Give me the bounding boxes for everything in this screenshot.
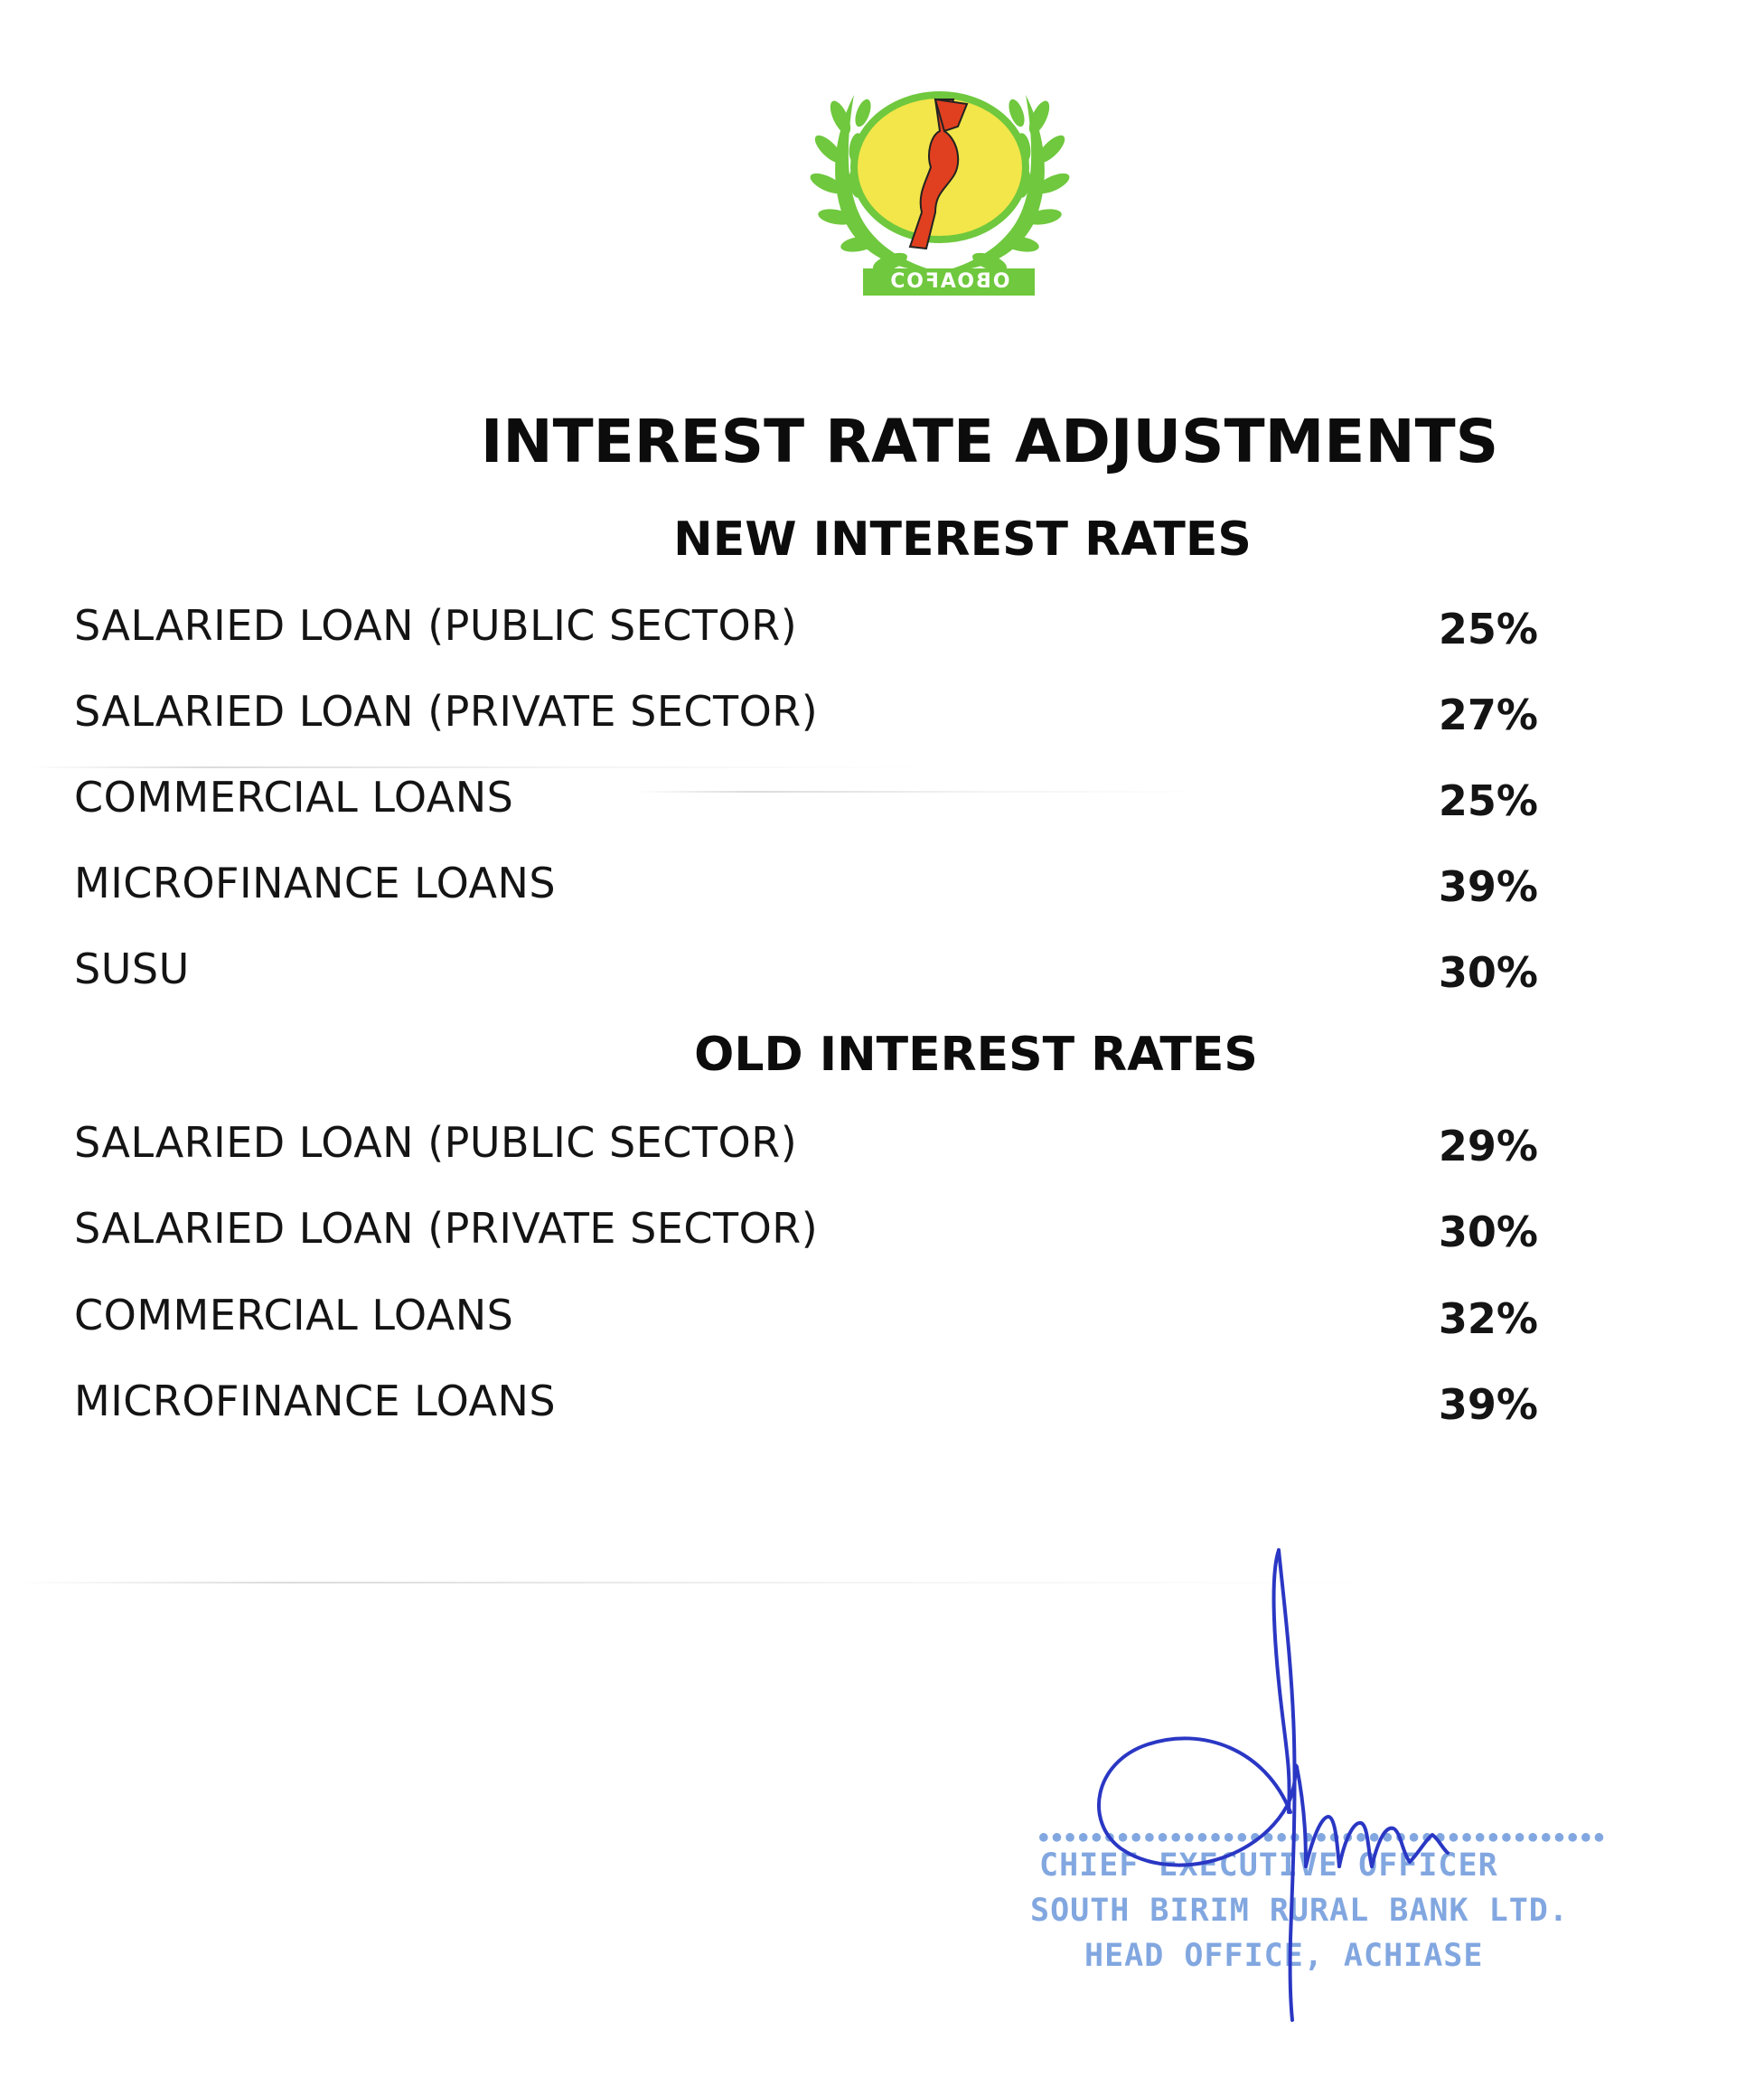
rate-label: COMMERCIAL LOANS: [74, 1291, 514, 1339]
rate-value: 29%: [1438, 1122, 1538, 1170]
rate-label: COMMERCIAL LOANS: [74, 773, 514, 822]
rate-label: SALARIED LOAN (PRIVATE SECTOR): [74, 1204, 819, 1253]
rate-value: 30%: [1438, 948, 1538, 997]
rate-row: [74, 859, 1538, 922]
rate-row: [74, 773, 1538, 836]
rate-label: SALARIED LOAN (PUBLIC SECTOR): [74, 1118, 798, 1167]
rate-row: [74, 1291, 1538, 1354]
rate-value: 32%: [1438, 1294, 1538, 1343]
rate-label: SALARIED LOAN (PRIVATE SECTOR): [74, 687, 819, 736]
new-rates-heading: NEW INTEREST RATES: [673, 512, 1252, 567]
rate-value: 25%: [1438, 776, 1538, 825]
rate-value: 30%: [1438, 1208, 1538, 1256]
rate-value: 25%: [1438, 605, 1538, 653]
logo-wordmark: [863, 268, 1035, 296]
signature-icon: [1066, 1541, 1500, 2029]
stamp-line-title: CHIEF EXECUTIVE OFFICER: [1039, 1847, 1498, 1884]
rate-value: 39%: [1438, 1380, 1538, 1429]
logo-wordmark-text: OBOAFOƆ: [887, 270, 1010, 293]
rate-row: [74, 945, 1538, 1008]
stamp-line-office: HEAD OFFICE, ACHIASE: [1084, 1938, 1484, 1974]
rate-value: 27%: [1438, 691, 1538, 739]
rate-label: MICROFINANCE LOANS: [74, 1377, 557, 1425]
rate-row: [74, 601, 1538, 664]
rate-value: 39%: [1438, 862, 1538, 911]
document-title: INTEREST RATE ADJUSTMENTS: [480, 407, 1499, 476]
scan-streak: [27, 766, 931, 768]
rate-label: SUSU: [74, 945, 190, 993]
rate-label: SALARIED LOAN (PUBLIC SECTOR): [74, 601, 798, 650]
rate-label: MICROFINANCE LOANS: [74, 859, 557, 907]
stamp-line-bank: SOUTH BIRIM RURAL BANK LTD.: [1030, 1893, 1569, 1929]
old-rates-heading: OLD INTEREST RATES: [694, 1028, 1258, 1082]
rate-row: [74, 687, 1538, 750]
rate-row: [74, 1118, 1538, 1181]
rate-row: [74, 1377, 1538, 1440]
stamp-dot-border: ●●●●●●●●●●●●●●●●●●●●●●●●●●●●●●●●●●●●●●●●●●●: [1039, 1828, 1609, 1845]
rate-row: [74, 1204, 1538, 1267]
